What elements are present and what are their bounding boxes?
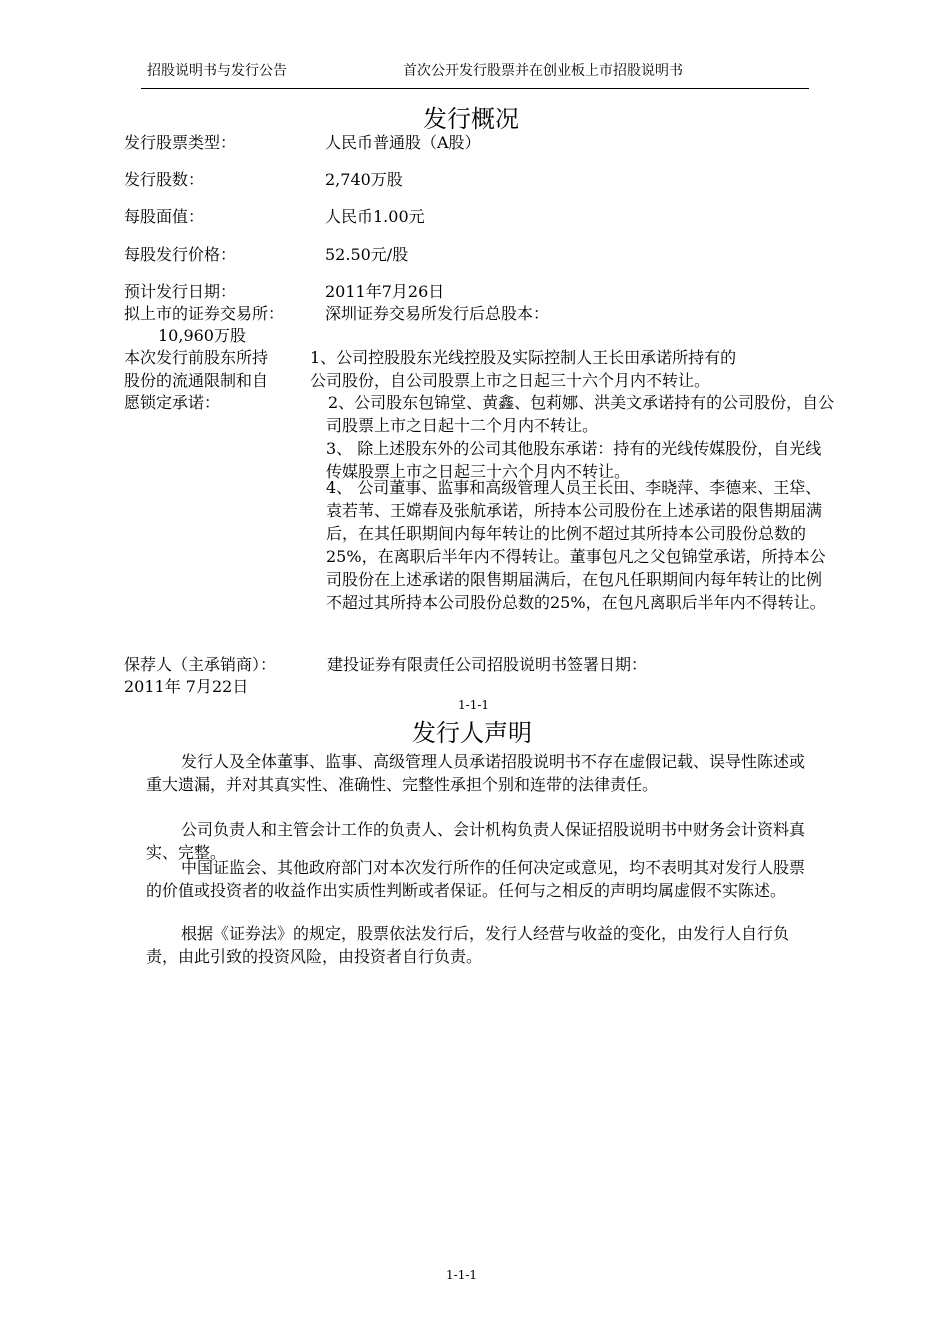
declaration-paragraph-4: 根据《证券法》的规定，股票依法发行后，发行人经营与收益的变化，由发行人自行负责，由此引致的投资风险，由投资者自行负责。 bbox=[146, 924, 790, 966]
lockup-item-3: 3、 除上述股东外的公司其他股东承诺：持有的光线传媒股份，自光线传媒股票上市之日起三十六个月内不转让。 bbox=[326, 439, 822, 481]
row-value-count: 2,740万股 bbox=[325, 170, 403, 189]
sign-date: 2011年 7月22日 bbox=[124, 677, 249, 696]
lockup-item-2: 2、公司股东包锦堂、黄鑫、包莉娜、洪美文承诺持有的公司股份，自公司股票上市之日起十二个月内不转让。 bbox=[326, 393, 835, 435]
lockup-item-1-line1: 1、公司控股股东光线控股及实际控制人王长田承诺所持有的 bbox=[310, 348, 737, 367]
lockup-label-1: 本次发行前股东所持 bbox=[124, 348, 269, 367]
overview-title: 发行概况 bbox=[423, 105, 519, 133]
row-value-date: 2011年7月26日 bbox=[325, 282, 445, 301]
row-value-price: 52.50元/股 bbox=[325, 245, 409, 264]
lockup-label-2: 股份的流通限制和自 bbox=[124, 371, 269, 390]
declaration-paragraph-3: 中国证监会、其他政府部门对本次发行所作的任何决定或意见，均不表明其对发行人股票的价值或投资者的收益作出实质性判断或者保证。任何与之相反的声明均属虚假不实陈述。 bbox=[146, 858, 806, 900]
header-left: 招股说明书与发行公告 bbox=[147, 63, 287, 79]
row-label-exchange: 拟上市的证券交易所： bbox=[124, 304, 285, 323]
page-number-mid: 1-1-1 bbox=[458, 698, 490, 712]
declaration-paragraph-2: 公司负责人和主管会计工作的负责人、会计机构负责人保证招股说明书中财务会计资料真实、完整。 bbox=[146, 820, 806, 862]
sponsor-value: 建投证券有限责任公司招股说明书签署日期： bbox=[327, 655, 648, 674]
row-label-date: 预计发行日期： bbox=[124, 282, 237, 301]
page-number-footer: 1-1-1 bbox=[446, 1268, 478, 1282]
row-value-type: 人民币普通股（A股） bbox=[325, 133, 481, 152]
header-rule bbox=[141, 88, 809, 89]
total-shares: 10,960万股 bbox=[158, 326, 246, 345]
lockup-item-1-line2: 公司股份，自公司股票上市之日起三十六个月内不转让。 bbox=[310, 371, 711, 390]
declaration-title: 发行人声明 bbox=[412, 719, 532, 747]
row-value-exchange: 深圳证券交易所发行后总股本： bbox=[325, 304, 550, 323]
sponsor-label: 保荐人（主承销商）： bbox=[124, 655, 277, 674]
row-label-par: 每股面值： bbox=[124, 207, 205, 226]
row-label-price: 每股发行价格： bbox=[124, 245, 237, 264]
row-value-par: 人民币1.00元 bbox=[325, 207, 425, 226]
lockup-label-3: 愿锁定承诺： bbox=[124, 393, 221, 412]
row-label-count: 发行股数： bbox=[124, 170, 205, 189]
header-right: 首次公开发行股票并在创业板上市招股说明书 bbox=[403, 63, 683, 79]
declaration-paragraph-1: 发行人及全体董事、监事、高级管理人员承诺招股说明书不存在虚假记载、误导性陈述或重大遗漏，并对其真实性、准确性、完整性承担个别和连带的法律责任。 bbox=[146, 752, 806, 794]
lockup-item-4: 4、 公司董事、监事和高级管理人员王长田、李晓萍、李德来、王牮、袁若苇、王嫦春及张航承诺，所持本公司股份在上述承诺的限售期届满后，在其任职期间内每年转让的比例不超过其所持本公司股份总数的25%，在离职后半年内不得转让。董事包凡之父包锦堂承诺，所持本公司股份在上述承诺的限售期届满后，在包凡任职期间内每年转让的比例不超过其所持本公司股份总数的25%，在包凡离职后半年内不得转让。 bbox=[326, 478, 826, 612]
row-label-type: 发行股票类型： bbox=[124, 133, 237, 152]
